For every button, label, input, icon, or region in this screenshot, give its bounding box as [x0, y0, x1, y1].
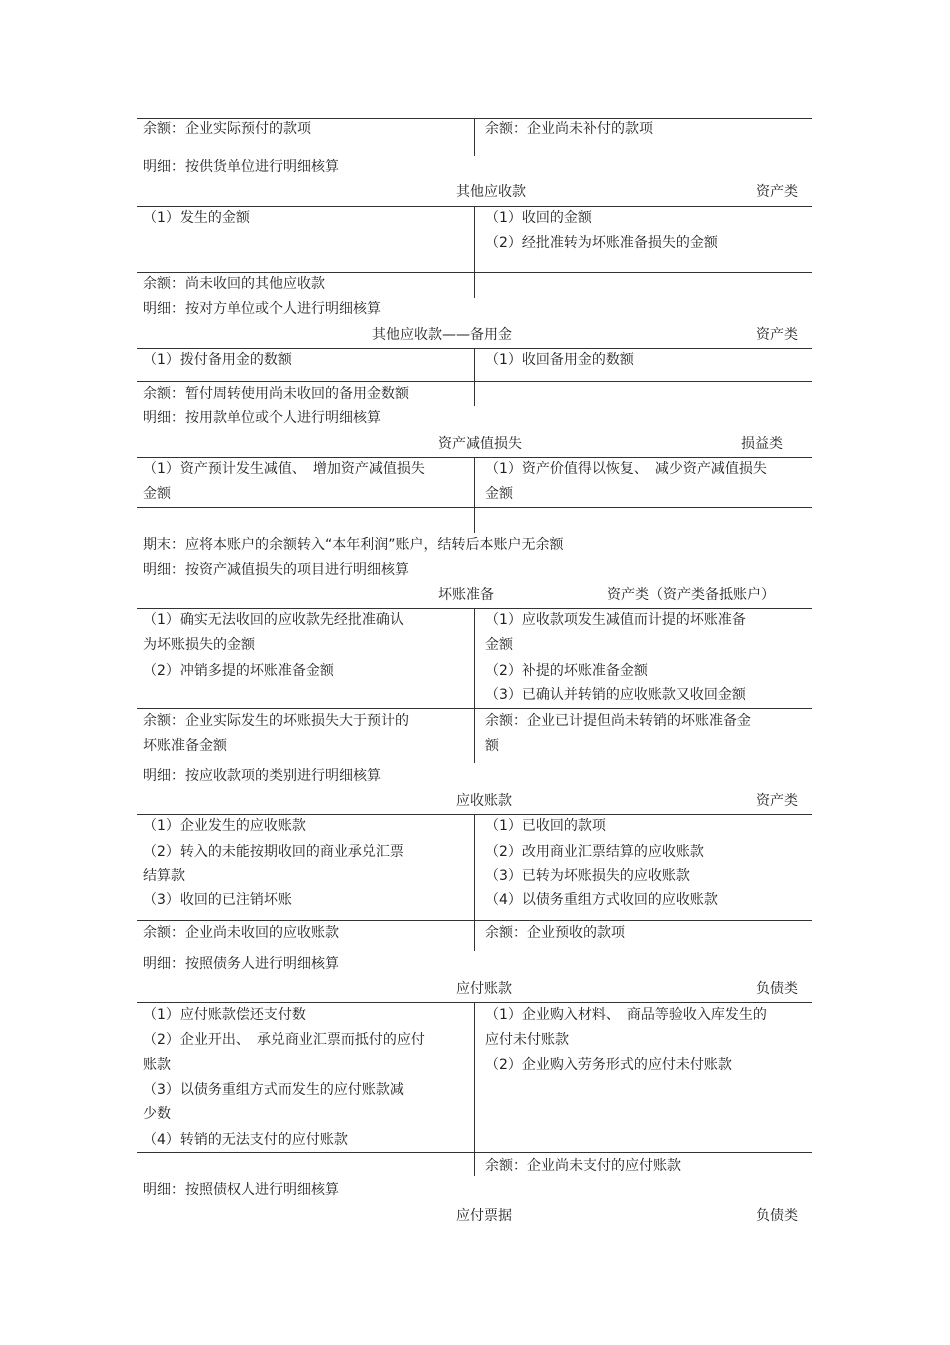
account-category: 损益类: [741, 436, 783, 452]
credit-entry: （3）已转为坏账损失的应收账款: [485, 868, 690, 884]
account-category: 资产类: [756, 327, 798, 343]
rule-line: [137, 272, 812, 273]
balance-left: 余额：企业尚未收回的应收账款: [143, 925, 339, 941]
detail-note: 明细：按用款单位或个人进行明细核算: [143, 410, 381, 426]
balance-right: 额: [485, 738, 499, 754]
debit-entry: 账款: [143, 1057, 171, 1073]
detail-note: 明细：按照债权人进行明细核算: [143, 1182, 339, 1198]
balance-left: 余额：尚未收回的其他应收款: [143, 276, 325, 292]
debit-entry: 为坏账损失的金额: [143, 637, 255, 653]
account-title: 资产减值损失: [438, 436, 522, 452]
account-title: 其他应收款: [456, 184, 526, 200]
column-divider: [474, 206, 475, 298]
debit-entry: 少数: [143, 1106, 171, 1122]
period-end-note: 期末：应将本账户的余额转入“本年利润”账户，结转后本账户无余额: [143, 537, 564, 553]
debit-entry: （1）发生的金额: [143, 210, 250, 226]
credit-entry: （1）企业购入材料、 商品等验收入库发生的: [485, 1007, 767, 1023]
credit-entry: （1）收回备用金的数额: [485, 352, 634, 368]
rule-line: [137, 920, 812, 921]
credit-entry: （4）以债务重组方式收回的应收账款: [485, 892, 718, 908]
debit-entry: 结算款: [143, 868, 185, 884]
credit-entry: （3）已确认并转销的应收账款又收回金额: [485, 687, 746, 703]
debit-entry: （1）应付账款偿还支付数: [143, 1007, 306, 1023]
credit-entry: 金额: [485, 486, 513, 502]
detail-note: 明细：按应收款项的类别进行明细核算: [143, 768, 381, 784]
credit-entry: 金额: [485, 637, 513, 653]
column-divider: [474, 608, 475, 763]
credit-entry: （2）补提的坏账准备金额: [485, 663, 648, 679]
account-category: 资产类: [756, 184, 798, 200]
debit-entry: （3）以债务重组方式而发生的应付账款减: [143, 1082, 404, 1098]
account-category: 负债类: [756, 981, 798, 997]
column-divider: [474, 348, 475, 406]
credit-entry: （2）经批准转为坏账准备损失的金额: [485, 235, 718, 251]
debit-entry: （2）企业开出、 承兑商业汇票而抵付的应付: [143, 1032, 425, 1048]
rule-line: [137, 708, 812, 709]
account-category: 资产类: [756, 793, 798, 809]
account-title: 应收账款: [456, 793, 512, 809]
credit-entry: （2）企业购入劳务形式的应付未付账款: [485, 1057, 732, 1073]
balance-left: 余额：暂付周转使用尚未收回的备用金数额: [143, 386, 409, 402]
detail-note: 明细：按对方单位或个人进行明细核算: [143, 301, 381, 317]
credit-entry: （1）应收款项发生减值而计提的坏账准备: [485, 612, 746, 628]
debit-entry: （1）确实无法收回的应收款先经批准确认: [143, 612, 404, 628]
credit-entry: （1）已收回的款项: [485, 818, 606, 834]
account-title: 应付票据: [456, 1208, 512, 1224]
debit-entry: （1）企业发生的应收账款: [143, 818, 306, 834]
balance-right: 余额：企业预收的款项: [485, 925, 625, 941]
credit-entry: 应付未付账款: [485, 1032, 569, 1048]
debit-entry: （2）转入的未能按期收回的商业承兑汇票: [143, 844, 404, 860]
balance-right: 余额：企业尚未支付的应付账款: [485, 1158, 681, 1174]
column-divider: [474, 457, 475, 533]
account-title: 应付账款: [456, 981, 512, 997]
balance-right: 余额：企业尚未补付的款项: [485, 121, 653, 137]
credit-entry: （2）改用商业汇票结算的应收账款: [485, 844, 704, 860]
balance-left: 坏账准备金额: [143, 738, 227, 754]
rule-line: [137, 1152, 812, 1153]
debit-entry: （1）拨付备用金的数额: [143, 352, 292, 368]
balance-left: 余额：企业实际预付的款项: [143, 121, 311, 137]
detail-note: 明细：按供货单位进行明细核算: [143, 159, 339, 175]
credit-entry: （1）资产价值得以恢复、 减少资产减值损失: [485, 461, 767, 477]
debit-entry: 金额: [143, 486, 171, 502]
rule-line: [137, 507, 812, 508]
column-divider: [474, 1002, 475, 1176]
column-divider: [474, 814, 475, 951]
column-divider: [474, 118, 475, 156]
account-title: 其他应收款——备用金: [372, 327, 512, 343]
balance-right: 余额：企业已计提但尚未转销的坏账准备金: [485, 713, 751, 729]
rule-line: [137, 381, 812, 382]
debit-entry: （3）收回的已注销坏账: [143, 892, 292, 908]
account-title: 坏账准备: [438, 587, 494, 603]
account-category: 负债类: [756, 1208, 798, 1224]
debit-entry: （1）资产预计发生减值、 增加资产减值损失: [143, 461, 425, 477]
account-category: 资产类（资产类备抵账户）: [607, 587, 775, 603]
debit-entry: （2）冲销多提的坏账准备金额: [143, 663, 334, 679]
debit-entry: （4）转销的无法支付的应付账款: [143, 1132, 348, 1148]
balance-left: 余额：企业实际发生的坏账损失大于预计的: [143, 713, 409, 729]
credit-entry: （1）收回的金额: [485, 210, 592, 226]
detail-note: 明细：按资产减值损失的项目进行明细核算: [143, 562, 409, 578]
detail-note: 明细：按照债务人进行明细核算: [143, 956, 339, 972]
